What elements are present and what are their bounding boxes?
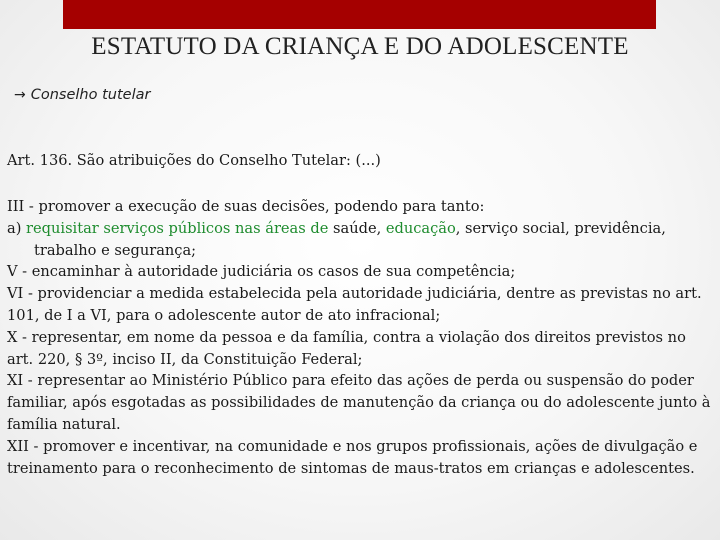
header-accent-bar bbox=[63, 0, 656, 29]
slide-title: ESTATUTO DA CRIANÇA E DO ADOLESCENTE bbox=[91, 33, 629, 60]
item-vi: VI - providenciar a medida estabelecida pela autoridade judiciária, dentre as previstas no art. 101, de I a VI, para o adolescente autor de ato infracional; bbox=[7, 285, 702, 324]
item-iii: III - promover a execução de suas decisões, podendo para tanto: bbox=[7, 198, 485, 215]
item-a-highlight-requisitar: requisitar serviços públicos nas áreas de bbox=[26, 219, 329, 237]
item-v: V - encaminhar à autoridade judiciária os casos de sua competência; bbox=[7, 263, 516, 281]
item-a-prefix: a) bbox=[7, 219, 27, 237]
item-x: X - representar, em nome da pessoa e da família, contra a violação dos direitos previstos no art. 220, § 3º, inciso II, da Constituição Federal; bbox=[7, 328, 686, 368]
subtitle-text: Conselho tutelar bbox=[30, 87, 151, 103]
article-intro: Art. 136. São atribuições do Conselho Tutelar: (...) bbox=[7, 152, 381, 169]
item-xi: XI - representar ao Ministério Público para efeito das ações de perda ou suspensão do poder familiar, após esgotadas as possibilidades de manutenção da criança ou do adolescente junto à família natural. bbox=[7, 372, 711, 433]
arrow-right-icon: → bbox=[14, 87, 26, 103]
subtitle bbox=[14, 87, 150, 103]
article-items bbox=[7, 196, 715, 479]
item-a-text-saude: saúde, bbox=[328, 219, 386, 237]
item-a-text-servico: , serviço social, previdência, bbox=[455, 219, 666, 237]
item-a-continuation: trabalho e segurança; bbox=[34, 241, 197, 259]
item-xii: XII - promover e incentivar, na comunidade e nos grupos profissionais, ações de divulgação e treinamento para o reconhecimento de sintomas de maus-tratos em crianças e adolescentes. bbox=[7, 437, 698, 477]
item-a bbox=[7, 218, 715, 240]
item-a-highlight-educacao: educação bbox=[385, 219, 456, 237]
